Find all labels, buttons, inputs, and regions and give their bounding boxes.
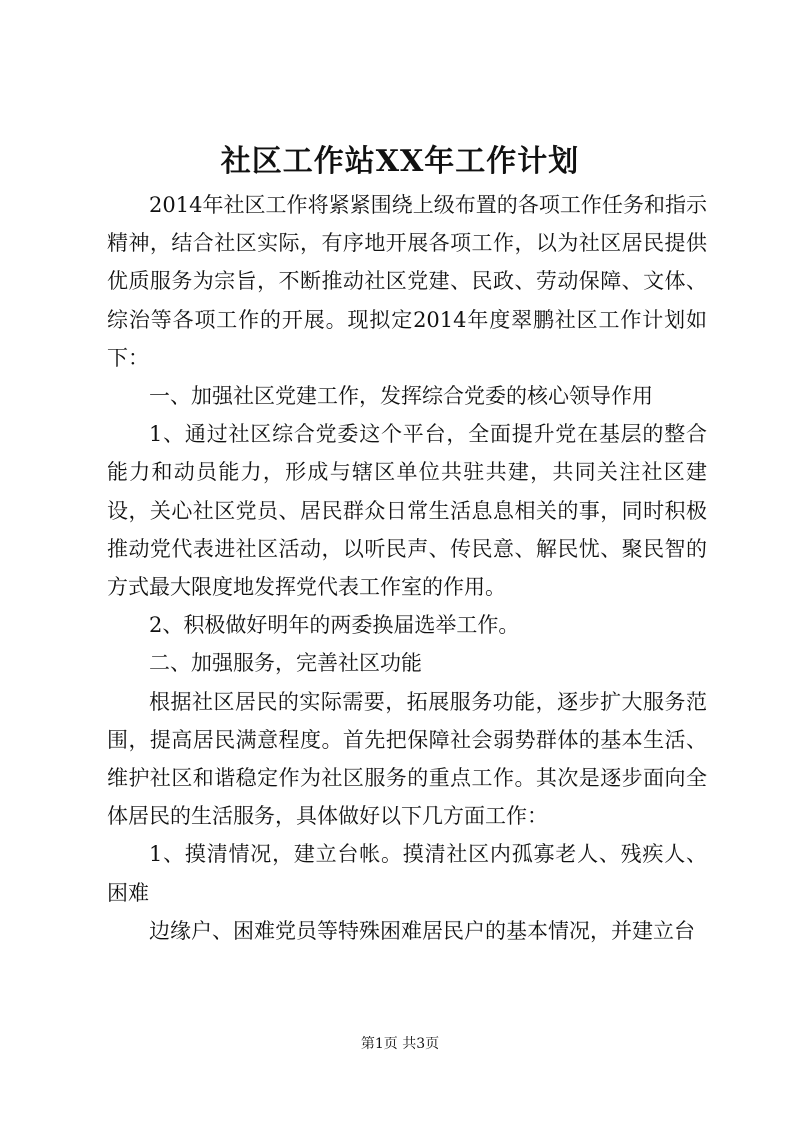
paragraph-service-intro: 根据社区居民的实际需要，拓展服务功能，逐步扩大服务范围，提高居民满意程度。首先把保障社会弱势群体的基本生活、维护社区和谐稳定作为社区服务的重点工作。其次是逐步面向全体居民的生活服务，具体做好以下几方面工作：: [107, 689, 707, 829]
heading-service: 二、加强服务，完善社区功能: [149, 651, 422, 676]
document-title: 社区工作站XX年工作计划: [220, 144, 580, 179]
heading-party-building: 一、加强社区党建工作，发挥综合党委的核心领导作用: [149, 384, 653, 409]
page-footer: 第1页 共3页: [360, 1036, 440, 1052]
paragraph-intro: 2014年社区工作将紧紧围绕上级布置的各项工作任务和指示精神，结合社区实际，有序地开展各项工作，以为社区居民提供优质服务为宗旨，不断推动社区党建、民政、劳动保障、文体、综治等各项工作的开展。现拟定2014年度翠鹏社区工作计划如下：: [107, 193, 707, 370]
paragraph-service-item-1: 1、摸清情况，建立台帐。摸清社区内孤寡老人、残疾人、困难: [107, 842, 707, 905]
paragraph-party-item-2: 2、积极做好明年的两委换届选举工作。: [149, 613, 520, 638]
paragraph-party-item-1: 1、通过社区综合党委这个平台，全面提升党在基层的整合能力和动员能力，形成与辖区单位共驻共建，共同关注社区建设，关心社区党员、居民群众日常生活息息相关的事，同时积极推动党代表进社区活动，以听民声、传民意、解民忧、聚民智的方式最大限度地发挥党代表工作室的作用。: [107, 422, 707, 600]
paragraph-service-item-1-continued: 边缘户、困难党员等特殊困难居民户的基本情况，并建立台: [149, 918, 695, 943]
document-body: [107, 186, 707, 950]
